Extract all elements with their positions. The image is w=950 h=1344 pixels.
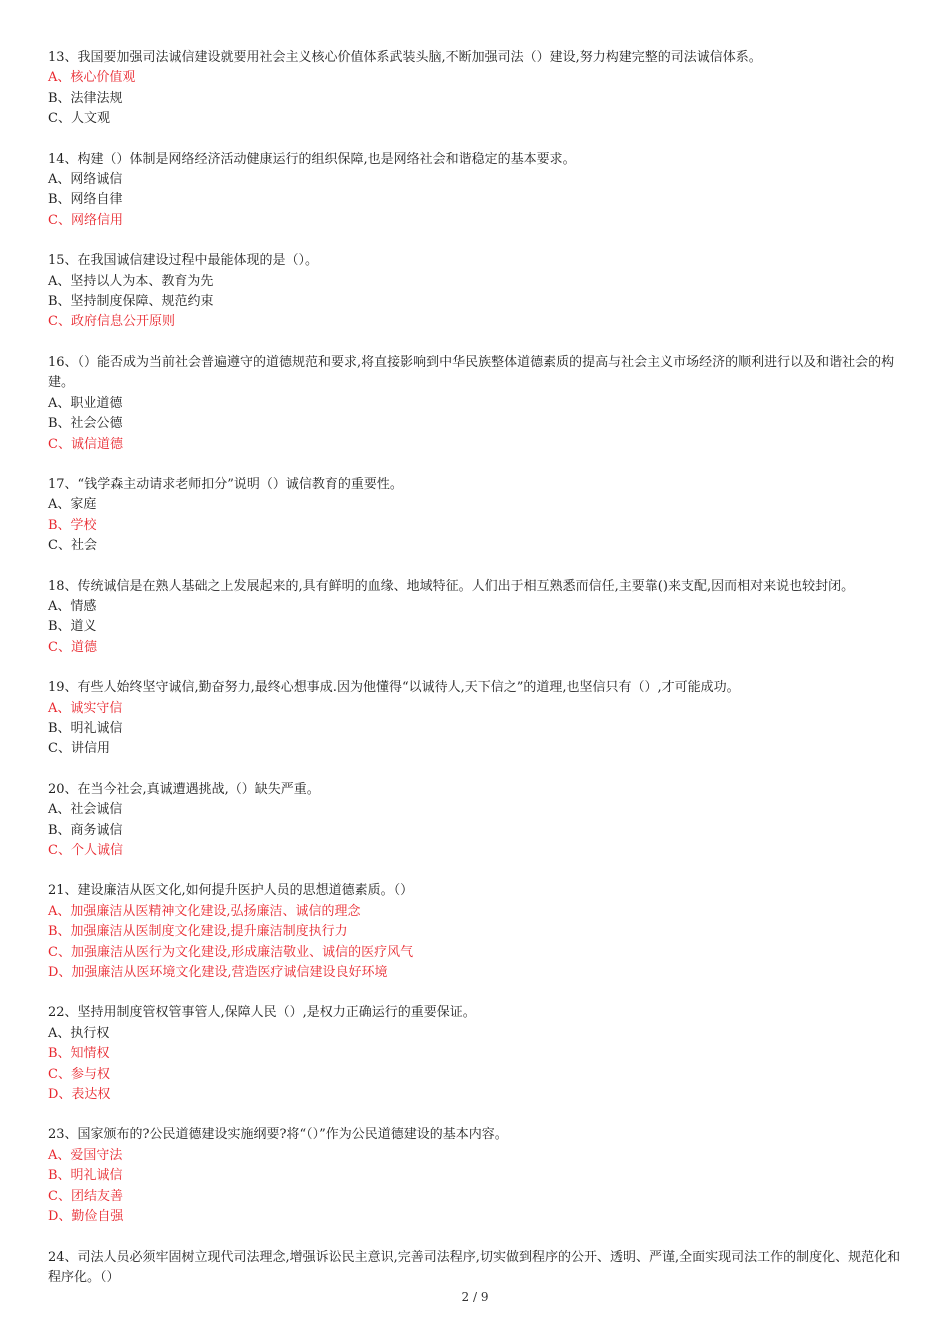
- answer-option: B、坚持制度保障、规范约束: [48, 294, 214, 310]
- question-list: [48, 48, 908, 1288]
- answer-option: B、商务诚信: [48, 822, 123, 838]
- answer-option: A、情感: [48, 598, 97, 614]
- answer-option-correct: D、表达权: [48, 1087, 111, 1103]
- question-block: [48, 1125, 908, 1227]
- answer-option: B、法律法规: [48, 90, 123, 106]
- answer-option-correct: C、诚信道德: [48, 436, 123, 452]
- document-page: [48, 48, 908, 1308]
- answer-option-correct: A、爱国守法: [48, 1147, 123, 1163]
- question-text: 15、在我国诚信建设过程中最能体现的是（）。: [48, 253, 319, 269]
- answer-option-correct: B、明礼诚信: [48, 1168, 123, 1184]
- answer-option: B、明礼诚信: [48, 720, 123, 736]
- question-text: 21、建设廉洁从医文化,如何提升医护人员的思想道德素质。（）: [48, 883, 414, 899]
- question-block: [48, 780, 908, 862]
- answer-option-correct: C、政府信息公开原则: [48, 314, 175, 330]
- question-block: [48, 251, 908, 333]
- question-block: [48, 1003, 908, 1105]
- question-block: [48, 577, 908, 659]
- answer-option: C、人文观: [48, 111, 110, 127]
- question-block: [48, 1248, 908, 1289]
- answer-option: A、坚持以人为本、教育为先: [48, 273, 214, 289]
- answer-option: B、道义: [48, 619, 97, 635]
- question-text: 18、传统诚信是在熟人基础之上发展起来的,具有鲜明的血缘、地域特征。人们出于相互熟悉而信任,主要靠()来支配,因而相对来说也较封闭。: [48, 578, 855, 594]
- question-block: [48, 353, 908, 455]
- answer-option-correct: B、加强廉洁从医制度文化建设,提升廉洁制度执行力: [48, 924, 348, 940]
- answer-option: A、执行权: [48, 1025, 110, 1041]
- answer-option-correct: A、加强廉洁从医精神文化建设,弘扬廉洁、诚信的理念: [48, 903, 361, 919]
- answer-option-correct: D、加强廉洁从医环境文化建设,营造医疗诚信建设良好环境: [48, 965, 388, 981]
- answer-option-correct: C、网络信用: [48, 212, 123, 228]
- question-text: 22、坚持用制度管权管事管人,保障人民（）,是权力正确运行的重要保证。: [48, 1005, 476, 1021]
- answer-option-correct: C、加强廉洁从医行为文化建设,形成廉洁敬业、诚信的医疗风气: [48, 944, 414, 960]
- page-number: 2 / 9: [461, 1290, 489, 1304]
- question-block: [48, 678, 908, 760]
- answer-option-correct: C、参与权: [48, 1066, 110, 1082]
- answer-option-correct: A、核心价值观: [48, 70, 136, 86]
- answer-option-correct: A、诚实守信: [48, 700, 123, 716]
- answer-option: C、社会: [48, 538, 97, 554]
- answer-option: A、网络诚信: [48, 172, 123, 188]
- question-text: 23、国家颁布的?公民道德建设实施纲要?将“（）”作为公民道德建设的基本内容。: [48, 1127, 508, 1143]
- question-text: 13、我国要加强司法诚信建设就要用社会主义核心价值体系武装头脑,不断加强司法（）建设,努力构建完整的司法诚信体系。: [48, 50, 762, 65]
- question-block: [48, 881, 908, 983]
- answer-option: B、社会公德: [48, 416, 123, 432]
- answer-option: C、讲信用: [48, 741, 110, 757]
- answer-option: B、网络自律: [48, 192, 123, 208]
- question-text: 16、（）能否成为当前社会普遍遵守的道德规范和要求,将直接影响到中华民族整体道德素质的提高与社会主义市场经济的顺利进行以及和谐社会的构建。: [48, 354, 895, 391]
- question-block: [48, 475, 908, 557]
- question-block: [48, 48, 908, 130]
- question-text: 17、“钱学森主动请求老师扣分”说明（）诚信教育的重要性。: [48, 476, 403, 492]
- question-text: 24、司法人员必须牢固树立现代司法理念,增强诉讼民主意识,完善司法程序,切实做到程序的公开、透明、严谨,全面实现司法工作的制度化、规范化和程序化。（）: [48, 1249, 901, 1285]
- question-text: 20、在当今社会,真诚遭遇挑战,（）缺失严重。: [48, 781, 320, 797]
- answer-option-correct: C、道德: [48, 639, 97, 655]
- answer-option: A、职业道德: [48, 395, 123, 411]
- answer-option-correct: C、团结友善: [48, 1188, 123, 1204]
- question-block: [48, 150, 908, 232]
- question-text: 19、有些人始终坚守诚信,勤奋努力,最终心想事成.因为他懂得“以诚待人,天下信之”的道理,也坚信只有（）,才可能成功。: [48, 680, 740, 696]
- answer-option: A、家庭: [48, 497, 97, 513]
- answer-option-correct: D、勤俭自强: [48, 1209, 124, 1225]
- answer-option-correct: B、知情权: [48, 1046, 110, 1062]
- question-text: 14、构建（）体制是网络经济活动健康运行的组织保障,也是网络社会和谐稳定的基本要求。: [48, 151, 576, 167]
- answer-option: A、社会诚信: [48, 802, 123, 818]
- answer-option-correct: B、学校: [48, 517, 97, 533]
- answer-option-correct: C、个人诚信: [48, 843, 123, 858]
